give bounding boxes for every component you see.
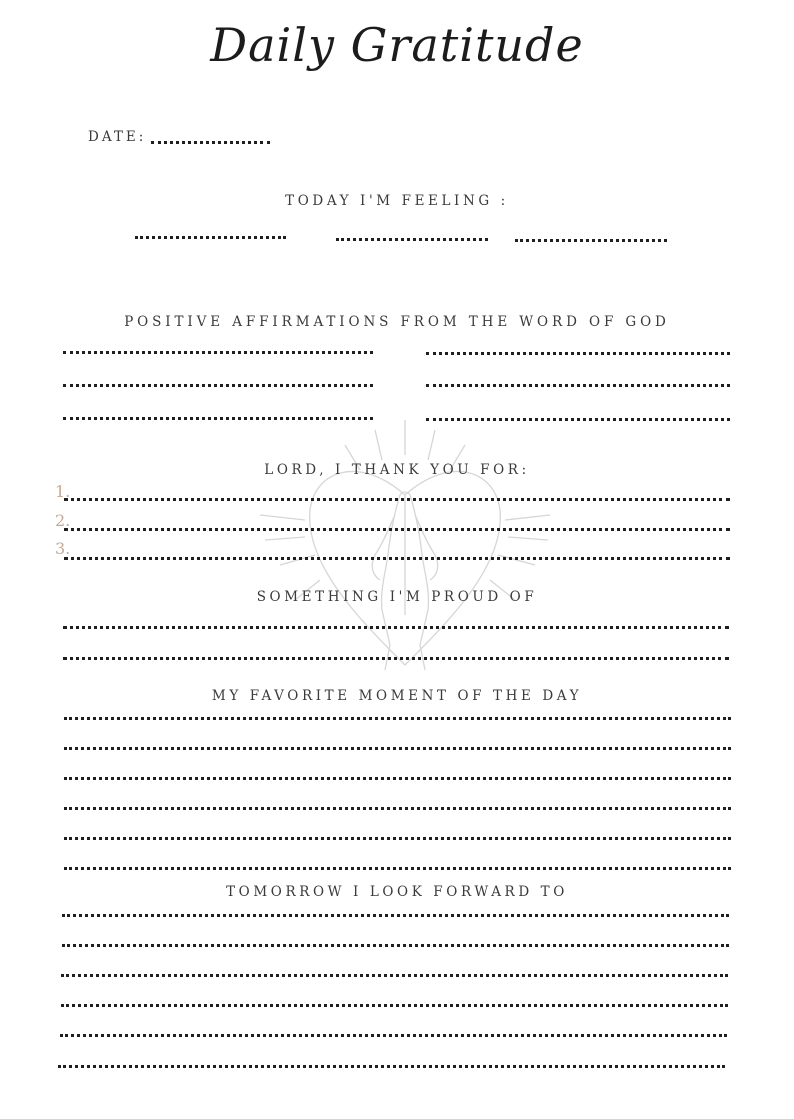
affirmations-heading: POSITIVE AFFIRMATIONS FROM THE WORD OF GOD: [124, 314, 670, 330]
tomorrow-line[interactable]: [61, 974, 728, 977]
thanks-number-2: 2.: [55, 511, 71, 530]
favorite-line[interactable]: [64, 807, 731, 810]
favorite-line[interactable]: [64, 837, 731, 840]
tomorrow-line[interactable]: [61, 1004, 728, 1007]
feeling-heading: TODAY I'M FEELING :: [285, 193, 509, 209]
tomorrow-line[interactable]: [62, 914, 729, 917]
thanks-line-3[interactable]: [64, 557, 730, 560]
affirmation-line[interactable]: [63, 417, 373, 420]
thanks-line-1[interactable]: [64, 498, 730, 501]
thanks-number-3: 3.: [55, 539, 71, 558]
proud-line[interactable]: [63, 626, 729, 629]
tomorrow-line[interactable]: [62, 944, 729, 947]
feeling-line-1[interactable]: [135, 236, 286, 239]
affirmation-line[interactable]: [63, 384, 373, 387]
favorite-line[interactable]: [64, 867, 731, 870]
tomorrow-line[interactable]: [60, 1034, 727, 1037]
date-line[interactable]: [151, 141, 270, 144]
praying-hands-heart-icon: [250, 415, 560, 675]
affirmation-line[interactable]: [426, 384, 730, 387]
affirmation-line[interactable]: [426, 418, 730, 421]
date-label: DATE:: [88, 129, 147, 145]
favorite-line[interactable]: [64, 777, 731, 780]
tomorrow-heading: TOMORROW I LOOK FORWARD TO: [226, 884, 568, 900]
proud-heading: SOMETHING I'M PROUD OF: [256, 589, 538, 605]
thanks-heading: LORD, I THANK YOU FOR:: [264, 462, 530, 478]
affirmation-line[interactable]: [63, 351, 373, 354]
feeling-line-3[interactable]: [515, 239, 667, 242]
affirmation-line[interactable]: [426, 352, 730, 355]
proud-line[interactable]: [63, 657, 729, 660]
tomorrow-line[interactable]: [58, 1065, 725, 1068]
favorite-line[interactable]: [64, 747, 731, 750]
thanks-line-2[interactable]: [64, 528, 730, 531]
favorite-line[interactable]: [64, 717, 731, 720]
thanks-number-1: 1.: [55, 482, 71, 501]
page-title: Daily Gratitude: [210, 18, 584, 72]
feeling-line-2[interactable]: [336, 238, 488, 241]
favorite-heading: MY FAVORITE MOMENT OF THE DAY: [211, 688, 583, 704]
